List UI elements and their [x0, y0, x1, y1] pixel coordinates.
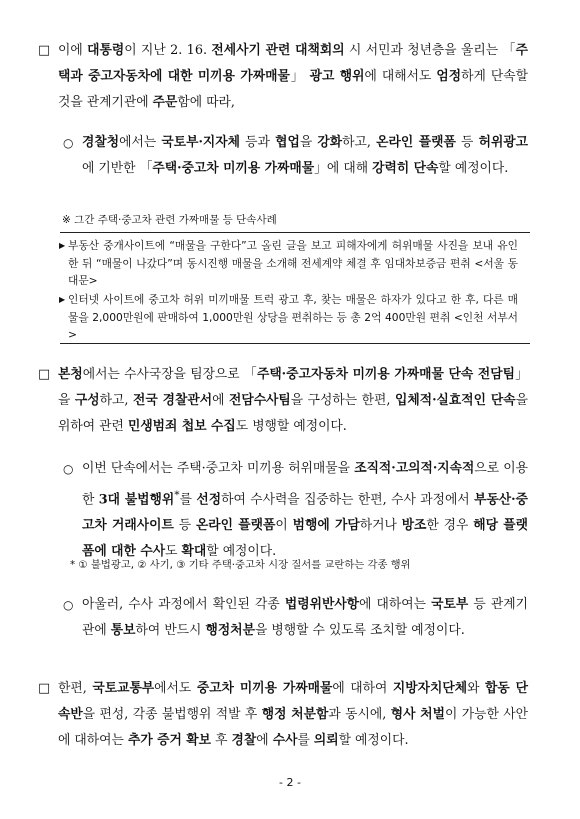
subitem-administrative-action: ○ 아울러, 수사 과정에서 확인된 각종 법령위반사항에 대하여는 국토부 등 관계기관에 통보하여 반드시 행정처분을 병행할 수 있도록 조치할 예정이다. — [82, 592, 528, 644]
triangle-bullet-icon: ▶ — [59, 241, 66, 250]
checkbox-marker: □ — [38, 367, 51, 382]
case-examples-box — [60, 232, 530, 344]
triangle-bullet-icon: ▶ — [59, 295, 66, 304]
page-number: - 2 - — [279, 776, 301, 789]
circle-marker: ○ — [63, 462, 74, 476]
circle-marker: ○ — [63, 598, 74, 612]
subitem-three-illegal-acts: ○ 이번 단속에서는 주택·중고차 미끼용 허위매물을 조직적·고의적·지속적으로 이용한 3대 불법행위*를 선정하여 수사력을 집중하는 한편, 수사 과정에서 부동산·중고차 거래사이트 등 온라인 플랫폼이 범행에 가담하거나 방조한 경우 해당 플랫폼에 대한 수사도 확대할 예정이다. — [82, 456, 528, 565]
checkbox-marker: □ — [38, 43, 51, 58]
paragraph-task-force: □ 본청에서는 수사국장을 팀장으로 「주택·중고자동차 미끼용 가짜매물 단속 전담팀」을 구성하고, 전국 경찰관서에 전담수사팀을 구성하는 한편, 입체적·실효적인 단속을 위하여 관련 민생범죄 첩보 수집도 병행할 예정이다. — [58, 362, 528, 440]
case-item: ▶ 부동산 중개사이트에 “매물을 구한다”고 올린 글을 보고 피해자에게 허위매물 사진을 보내 유인한 뒤 “매물이 나갔다”며 동시진행 매물을 소개해 전세계약 체결 후 임대차보증금 편취 <서울 동대문> — [59, 239, 518, 287]
subitem-police-crackdown: ○ 경찰청에서는 국토부·지자체 등과 협업을 강화하고, 온라인 플랫폼 등 허위광고에 기반한 「주택·중고차 미끼용 가짜매물」에 대해 강력히 단속할 예정이다. — [82, 130, 528, 182]
case-item: ▶ 인터넷 사이트에 중고차 허위 미끼매물 트럭 광고 후, 찾는 매물은 하자가 있다고 한 후, 다른 매물을 2,000만원에 판매하여 1,000만원 상당을 편취하는 등 총 2억 400만원 편취 <인천 서부서> — [59, 293, 518, 341]
case-examples-title: ※ 그간 주택·중고차 관련 가짜매물 등 단속사례 — [62, 214, 277, 226]
circle-marker: ○ — [63, 136, 74, 150]
illegal-acts-footnote: * ① 불법광고, ② 사기, ③ 기타 주택·중고차 시장 질서를 교란하는 각종 행위 — [70, 559, 411, 571]
checkbox-marker: □ — [38, 681, 51, 696]
paragraph-president-order: □ 이에 대통령이 지난 2. 16. 전세사기 관련 대책회의 시 서민과 청년층을 울리는 「주택과 중고자동차에 대한 미끼용 가짜매물」 광고 행위에 대해서도 엄정하게 단속할 것을 관계기관에 주문함에 따라, — [58, 38, 528, 116]
paragraph-molit-joint-crackdown: □ 한편, 국토교통부에서도 중고차 미끼용 가짜매물에 대하여 지방자치단체와 합동 단속반을 편성, 각종 불법행위 적발 후 행정 처분함과 동시에, 형사 처벌이 가능한 사안에 대하여는 추가 증거 확보 후 경찰에 수사를 의뢰할 예정이다. — [58, 676, 528, 754]
